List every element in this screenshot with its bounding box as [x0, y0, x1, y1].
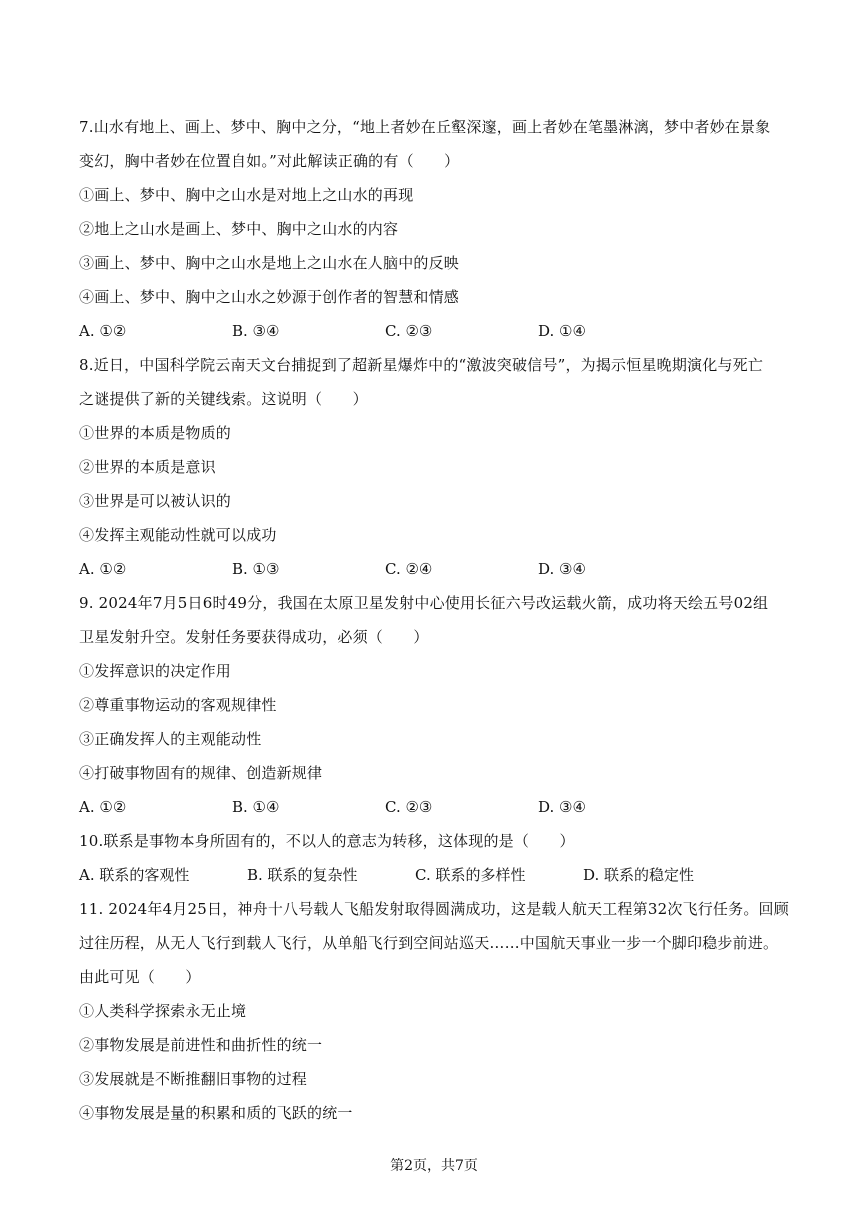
option-a: A. ①②	[79, 798, 127, 816]
statement-item: ④发挥主观能动性就可以成功	[79, 526, 277, 544]
statement-item: ①发挥意识的决定作用	[79, 662, 232, 680]
question-stem-line: 之谜提供了新的关键线索。这说明（ ）	[79, 390, 368, 408]
question-9	[79, 586, 791, 824]
question-stem-line: 10.联系是事物本身所固有的，不以人的意志为转移，这体现的是（ ）	[79, 832, 575, 850]
question-11	[79, 892, 791, 1130]
answer-options	[79, 552, 791, 586]
option-c: C. ②③	[385, 322, 433, 340]
question-stem-line: 由此可见（ ）	[79, 968, 201, 986]
option-c: C. ②④	[385, 560, 433, 578]
answer-options	[79, 790, 791, 824]
statement-item: ③画上、梦中、胸中之山水是地上之山水在人脑中的反映	[79, 254, 460, 272]
statement-item: ③世界是可以被认识的	[79, 492, 232, 510]
question-stem-line: 11. 2024年4月25日，神舟十八号载人飞船发射取得圆满成功，这是载人航天工程第32次飞行任务。回顾	[79, 900, 789, 918]
option-d: D. ①④	[538, 322, 586, 340]
option-c: C. 联系的多样性	[415, 866, 526, 884]
page-footer: 第2页，共7页	[390, 1158, 478, 1174]
question-stem-line: 7.山水有地上、画上、梦中、胸中之分，“地上者妙在丘壑深邃，画上者妙在笔墨淋漓，梦中者妙在景象	[79, 118, 771, 136]
statement-item: ①画上、梦中、胸中之山水是对地上之山水的再现	[79, 186, 414, 204]
question-stem-line: 9. 2024年7月5日6时49分，我国在太原卫星发射中心使用长征六号改运载火箭，成功将天绘五号02组	[79, 594, 769, 612]
answer-options	[79, 314, 791, 348]
option-b: B. 联系的复杂性	[247, 866, 358, 884]
statement-item: ②尊重事物运动的客观规律性	[79, 696, 277, 714]
question-stem-line: 8.近日，中国科学院云南天文台捕捉到了超新星爆炸中的“激波突破信号”，为揭示恒星晚期演化与死亡	[79, 356, 764, 374]
option-b: B. ①③	[232, 560, 280, 578]
option-b: B. ③④	[232, 322, 280, 340]
statement-item: ③正确发挥人的主观能动性	[79, 730, 262, 748]
option-d: D. 联系的稳定性	[583, 866, 695, 884]
statement-item: ④事物发展是量的积累和质的飞跃的统一	[79, 1104, 353, 1122]
answer-options	[79, 858, 791, 892]
statement-item: ②世界的本质是意识	[79, 458, 216, 476]
option-a: A. ①②	[79, 560, 127, 578]
option-a: A. ①②	[79, 322, 127, 340]
statement-item: ②地上之山水是画上、梦中、胸中之山水的内容	[79, 220, 399, 238]
question-7	[79, 110, 791, 348]
question-10	[79, 824, 791, 892]
option-d: D. ③④	[538, 560, 586, 578]
statement-item: ①世界的本质是物质的	[79, 424, 232, 442]
option-a: A. 联系的客观性	[79, 866, 190, 884]
statement-item: ③发展就是不断推翻旧事物的过程	[79, 1070, 308, 1088]
statement-item: ②事物发展是前进性和曲折性的统一	[79, 1036, 323, 1054]
statement-item: ④打破事物固有的规律、创造新规律	[79, 764, 323, 782]
option-d: D. ③④	[538, 798, 586, 816]
question-8	[79, 348, 791, 586]
statement-item: ④画上、梦中、胸中之山水之妙源于创作者的智慧和情感	[79, 288, 460, 306]
question-stem-line: 卫星发射升空。发射任务要获得成功，必须（ ）	[79, 628, 429, 646]
statement-item: ①人类科学探索永无止境	[79, 1002, 247, 1020]
option-c: C. ②③	[385, 798, 433, 816]
question-stem-line: 过往历程，从无人飞行到载人飞行，从单船飞行到空间站巡天……中国航天事业一步一个脚印稳步前进。	[79, 934, 779, 952]
question-list	[79, 110, 791, 1130]
option-b: B. ①④	[232, 798, 280, 816]
question-stem-line: 变幻，胸中者妙在位置自如。”对此解读正确的有（ ）	[79, 152, 460, 170]
